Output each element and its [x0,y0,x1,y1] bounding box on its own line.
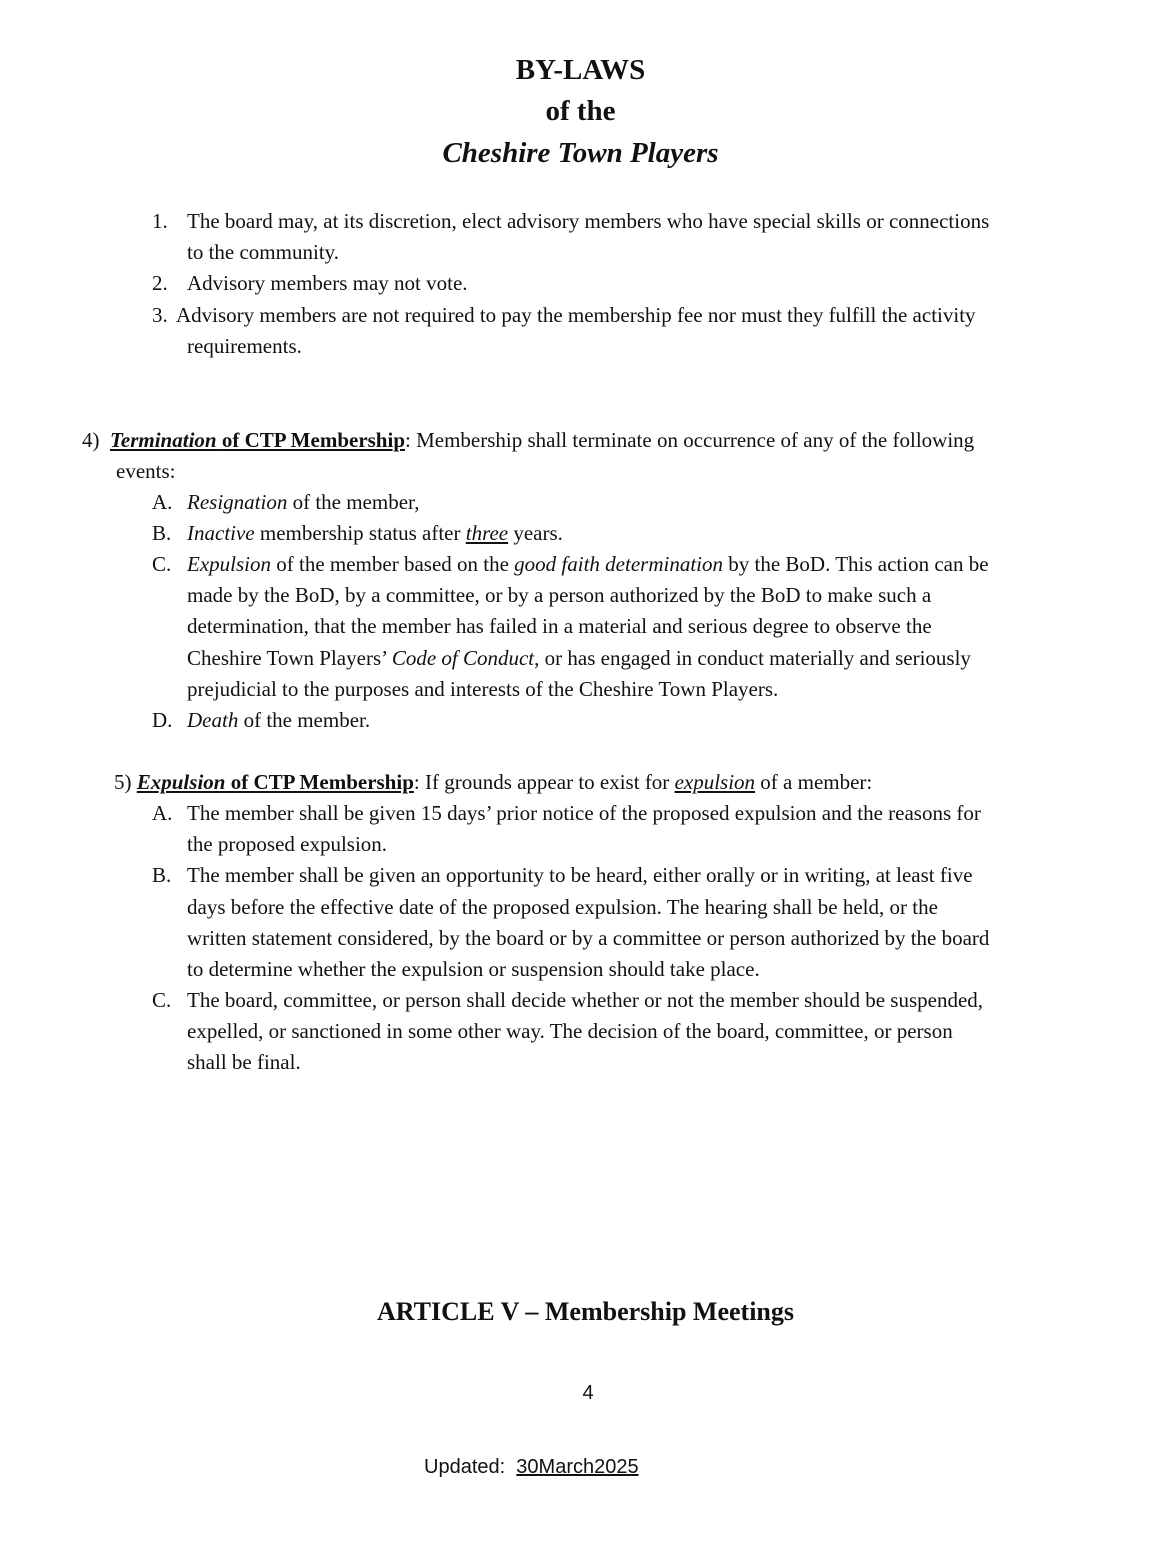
list-item-text: Advisory members may not vote. [187,271,468,295]
list-item-text: prejudicial to the purposes and interests of the Cheshire Town Players. [187,677,779,701]
list-item-text: Expulsion of the member based on the good faith determination by the BoD. This action can be [187,552,989,576]
section-heading: 5) Expulsion of CTP Membership: If grounds appear to exist for expulsion of a member: [114,770,873,794]
list-item-text: shall be final. [187,1050,301,1074]
list-item-text: determination, that the member has failed in a material and serious degree to observe the [187,614,932,638]
list-marker: B. [152,521,172,545]
list-marker: D. [152,708,173,732]
list-marker: 1. [152,209,168,233]
org-name: Cheshire Town Players [442,137,719,169]
list-item-text: Inactive membership status after three years. [187,521,563,545]
list-item-text: days before the effective date of the proposed expulsion. The hearing shall be held, or the [187,895,938,919]
list-marker: B. [152,863,172,887]
list-item-text: Advisory members are not required to pay the membership fee nor must they fulfill the activity [176,303,976,327]
list-item-text: Cheshire Town Players’ Code of Conduct, or has engaged in conduct materially and seriously [187,646,971,670]
list-item-text: Resignation of the member, [187,490,420,514]
list-marker: C. [152,552,172,576]
list-item-text: requirements. [187,334,302,358]
list-marker: 2. [152,271,168,295]
doc-subtitle: of the [545,95,616,127]
list-item-text: The member shall be given an opportunity to be heard, either orally or in writing, at least five [187,863,973,887]
list-item-text: written statement considered, by the board or by a committee or person authorized by the board [187,926,990,950]
list-item-text: Death of the member. [187,708,371,732]
article-heading: ARTICLE V – Membership Meetings [376,1297,794,1326]
section-intro-continued: events: [116,459,176,483]
list-item-text: to determine whether the expulsion or suspension should take place. [187,957,760,981]
section-heading: 4) Termination of CTP Membership: Membership shall terminate on occurrence of any of the following [82,428,975,452]
list-item-text: The board may, at its discretion, elect advisory members who have special skills or connections [187,209,990,233]
list-item-text: expelled, or sanctioned in some other way. The decision of the board, committee, or person [187,1019,953,1043]
updated-date: 30March2025 [516,1456,639,1478]
updated-label: Updated: [424,1456,506,1478]
doc-title: BY-LAWS [515,54,646,86]
list-marker: 3. [152,303,168,327]
list-marker: A. [152,490,173,514]
list-item-text: The member shall be given 15 days’ prior notice of the proposed expulsion and the reasons for [187,801,981,825]
page-number: 4 [582,1382,594,1404]
list-item-text: to the community. [187,240,340,264]
list-item-text: made by the BoD, by a committee, or by a person authorized by the BoD to make such a [187,583,932,607]
list-item-text: the proposed expulsion. [187,832,388,856]
list-marker: C. [152,988,172,1012]
list-item-text: The board, committee, or person shall decide whether or not the member should be suspended, [187,988,984,1012]
updated-footer [424,1455,639,1479]
list-marker: A. [152,801,173,825]
